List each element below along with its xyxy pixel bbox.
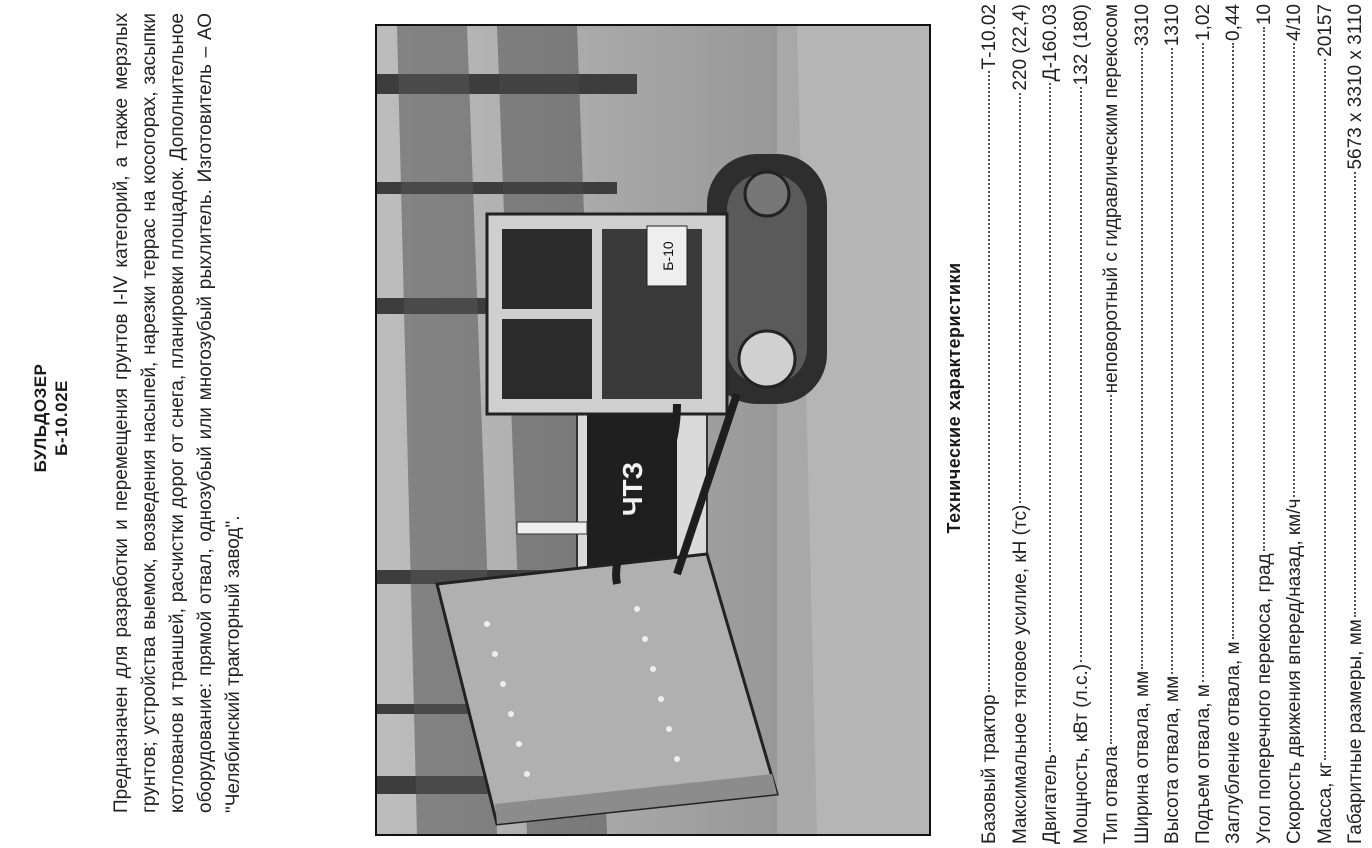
leader-dots: [1141, 48, 1143, 669]
spec-row: [1341, 4, 1372, 844]
spec-value: 10: [1253, 4, 1275, 26]
spec-label: Максимальное тяговое усилие, кН (тс): [1009, 504, 1031, 844]
spec-value: 1,02: [1192, 4, 1214, 41]
spec-value: 5673 х 3310 х 3110: [1345, 4, 1366, 170]
leader-dots: [1324, 59, 1326, 760]
spec-label: Угол поперечного перекоса, град: [1253, 553, 1275, 844]
leader-dots: [1049, 83, 1051, 752]
spec-label: Базовый трактор: [979, 694, 1000, 844]
description-paragraph: Предназначен для разработки и перемещения грунтов I-IV категорий, а также мерзлых грунтов; устройства выемок, возведения насыпей, нарезки террас на косогорах, засыпки котлованов и траншей, расчистки дорог от снега, планировки площадок. Дополнительное оборудование: прямой отвал, однозубый или многозубый рыхлитель. Изготовитель – АО "Челябинский тракторный завод".: [111, 13, 244, 813]
leader-dots: [1019, 93, 1021, 503]
spec-label: Двигатель: [1040, 754, 1061, 844]
leader-dots: [1080, 87, 1082, 662]
spec-label: Мощность, кВт (л.с.): [1070, 663, 1092, 844]
leader-dots: [1354, 172, 1356, 618]
document-title: [30, 288, 72, 548]
bulldozer-photo: [375, 24, 931, 836]
leader-dots: [1202, 43, 1204, 682]
spec-value: 1310: [1162, 4, 1183, 47]
spec-row: [1097, 4, 1128, 844]
spec-row: [1036, 4, 1067, 844]
title-text: БУЛЬДОЗЕР: [31, 363, 50, 473]
spec-label: Ширина отвала, мм: [1131, 670, 1153, 844]
spec-label: Скорость движения вперед/назад, км/ч: [1284, 498, 1305, 844]
spec-value: Т-10.02: [979, 4, 1000, 70]
spec-value: Д-160.03: [1040, 4, 1061, 82]
spec-label: Масса, кг: [1314, 762, 1336, 844]
model-plate: Б-10: [660, 241, 676, 271]
spec-row: [1067, 4, 1098, 844]
spec-value: 220 (22,4): [1009, 4, 1031, 91]
spec-row: [1311, 4, 1342, 844]
leader-dots: [1171, 48, 1173, 674]
spec-row: [1219, 4, 1250, 844]
leader-dots: [1263, 27, 1265, 551]
spec-row: [1250, 4, 1281, 844]
spec-value: 20157: [1314, 4, 1336, 57]
spec-label: Тип отвала: [1101, 746, 1122, 844]
specs-list: [975, 4, 1372, 844]
spec-row: [1189, 4, 1220, 844]
leader-dots: [1293, 43, 1295, 497]
spec-value: неповоротный с гидравлическим перекосом: [1101, 4, 1122, 394]
leader-dots: [1232, 43, 1234, 639]
model-number: Б-10.02Е: [52, 380, 71, 456]
spec-row: [1006, 4, 1037, 844]
spec-label: Габаритные размеры, мм: [1345, 619, 1366, 844]
spec-value: 0,44: [1223, 4, 1244, 41]
leader-dots: [1110, 395, 1112, 744]
spec-row: [975, 4, 1006, 844]
operator-cabin: [487, 214, 727, 414]
spec-row: [1280, 4, 1311, 844]
spec-value: 132 (180): [1070, 4, 1092, 86]
cabin-logo: ЧТЗ: [617, 461, 648, 517]
spec-row: [1158, 4, 1189, 844]
spec-label: Подъем отвала, м: [1192, 684, 1214, 844]
spec-label: Высота отвала, мм: [1162, 675, 1183, 844]
leader-dots: [988, 71, 990, 692]
specs-title: Технические характеристики: [944, 262, 964, 534]
spec-value: 3310: [1131, 4, 1153, 47]
spec-row: [1128, 4, 1159, 844]
spec-value: 4/10: [1284, 4, 1305, 41]
spec-label: Заглубление отвала, м: [1223, 641, 1244, 844]
